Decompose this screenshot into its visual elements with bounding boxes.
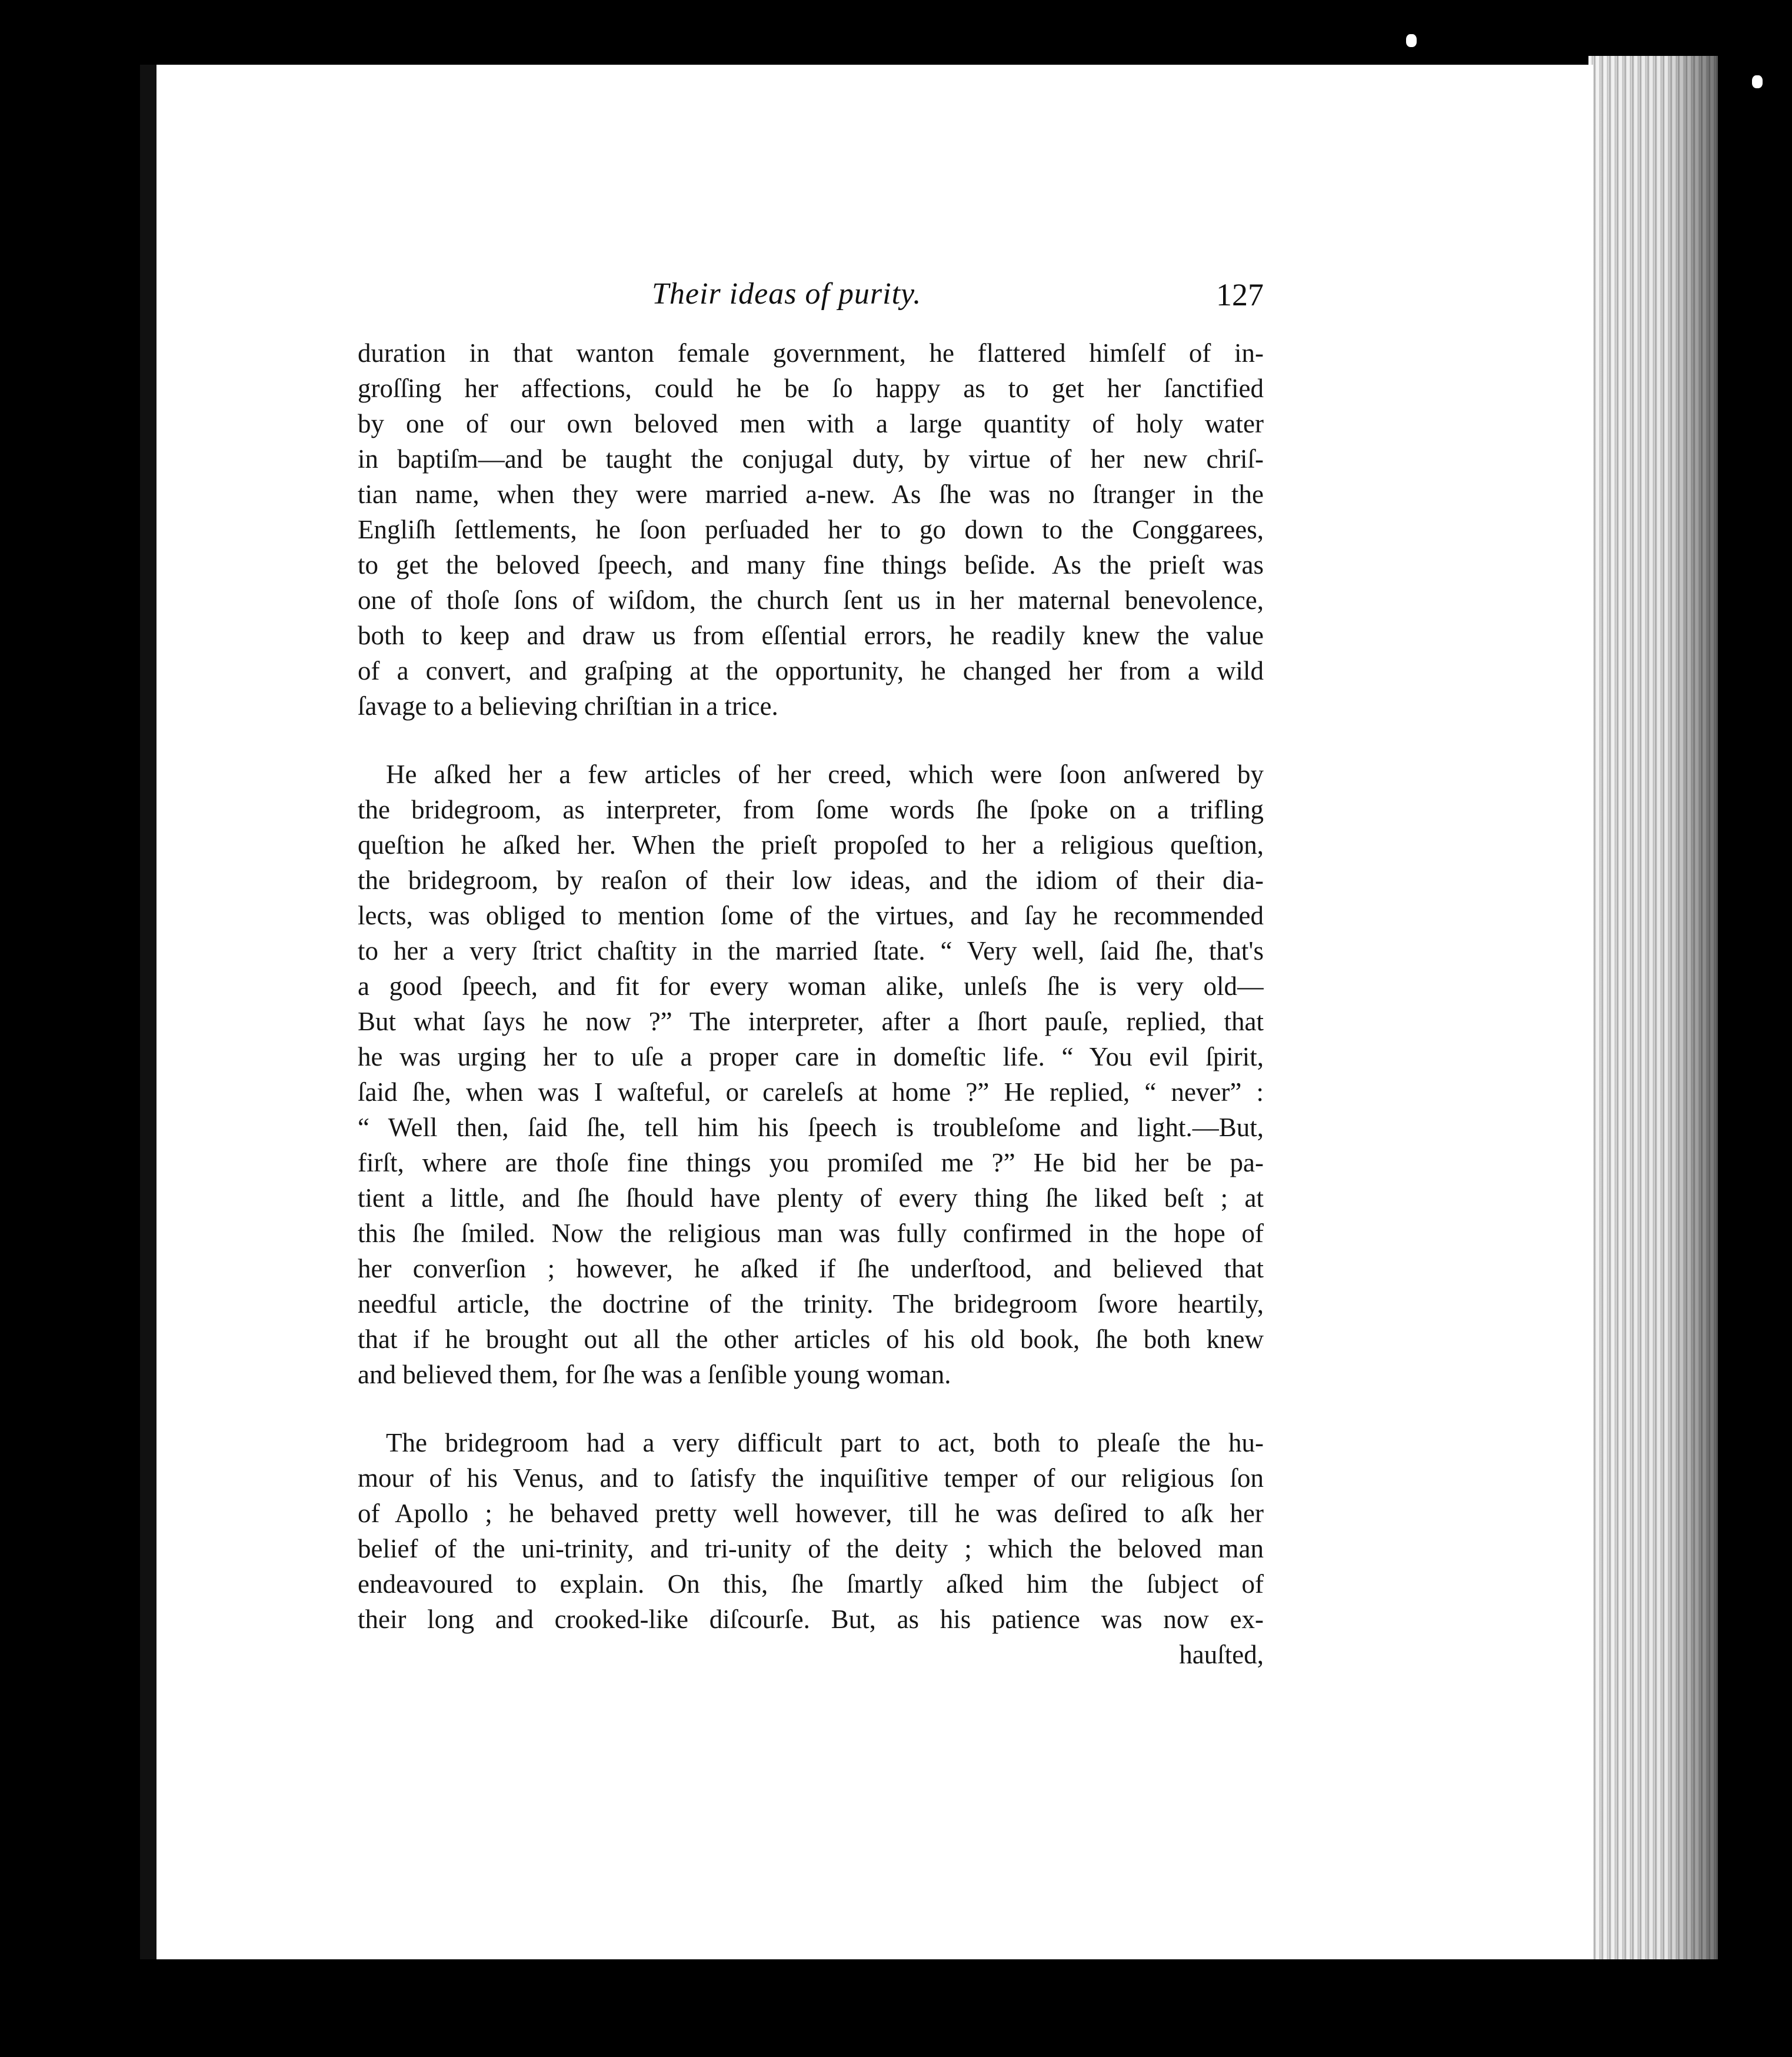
text-line: He aſked her a few articles of her creed, which were ſoon anſwered by xyxy=(386,760,1264,789)
text-line: The bridegroom had a very difficult part to act, both to pleaſe the hu- xyxy=(386,1428,1264,1457)
running-header xyxy=(358,277,1264,324)
text-line: he was urging her to uſe a proper care in domeſtic life. “ You evil ſpirit, xyxy=(358,1042,1264,1071)
page-number: 127 xyxy=(1216,277,1264,312)
text-line: this ſhe ſmiled. Now the religious man was fully confirmed in the hope of xyxy=(358,1219,1264,1248)
text-line: tient a little, and ſhe ſhould have plenty of every thing ſhe liked beſt ; at xyxy=(358,1183,1264,1213)
text-line: endeavoured to explain. On this, ſhe ſmartly aſked him the ſubject of xyxy=(358,1569,1264,1599)
text-line: “ Well then, ſaid ſhe, tell him his ſpeech is troubleſome and light.—But, xyxy=(358,1113,1264,1142)
text-line: Engliſh ſettlements, he ſoon perſuaded her to go down to the Conggarees, xyxy=(358,515,1264,544)
text-line: the bridegroom, as interpreter, from ſome words ſhe ſpoke on a trifling xyxy=(358,795,1264,824)
text-line: But what ſays he now ?” The interpreter, after a ſhort pauſe, replied, that xyxy=(358,1007,1264,1036)
text-line: to her a very ſtrict chaſtity in the married ſtate. “ Very well, ſaid ſhe, that's xyxy=(358,936,1264,966)
text-line: their long and crooked-like diſcourſe. But, as his patience was now ex- xyxy=(358,1605,1264,1634)
text-line: that if he brought out all the other articles of his old book, ſhe both knew xyxy=(358,1324,1264,1354)
text-line: of a convert, and graſping at the opportunity, he changed her from a wild xyxy=(358,656,1264,685)
text-line: of Apollo ; he behaved pretty well however, till he was deſired to aſk her xyxy=(358,1499,1264,1528)
text-line: groſſing her affections, could he be ſo happy as to get her ſanctified xyxy=(358,374,1264,403)
text-line: both to keep and draw us from eſſential errors, he readily knew the value xyxy=(358,621,1264,650)
text-line: to get the beloved ſpeech, and many fine things beſide. As the prieſt was xyxy=(358,550,1264,580)
text-line: ſavage to a believing chriſtian in a trice. xyxy=(358,691,778,721)
page-gutter xyxy=(140,65,156,1959)
text-line: by one of our own beloved men with a large quantity of holy water xyxy=(358,409,1264,438)
text-line: belief of the uni-trinity, and tri-unity of the deity ; which the beloved man xyxy=(358,1534,1264,1563)
scan-mark-right xyxy=(1752,75,1763,88)
paragraph xyxy=(358,1425,1264,1637)
text-line: tian name, when they were married a-new. As ſhe was no ſtranger in the xyxy=(358,480,1264,509)
text-line: ſaid ſhe, when was I waſteful, or careleſs at home ?” He replied, “ never” : xyxy=(358,1077,1264,1107)
text-line: firſt, where are thoſe fine things you promiſed me ?” He bid her be pa- xyxy=(358,1148,1264,1177)
text-line: one of thoſe ſons of wiſdom, the church ſent us in her maternal benevolence, xyxy=(358,585,1264,615)
text-line: and believed them, for ſhe was a ſenſible young woman. xyxy=(358,1360,951,1389)
text-line: mour of his Venus, and to ſatisfy the inquiſitive temper of our religious ſon xyxy=(358,1463,1264,1493)
catchword: hauſted, xyxy=(1179,1640,1264,1669)
text-line: in baptiſm—and be taught the conjugal duty, by virtue of her new chriſ- xyxy=(358,444,1264,474)
scan-mark-top xyxy=(1406,34,1417,47)
text-line: a good ſpeech, and fit for every woman alike, unleſs ſhe is very old— xyxy=(358,971,1264,1001)
paragraph xyxy=(358,335,1264,724)
running-head: Their ideas of purity. xyxy=(652,277,922,311)
text-line: lects, was obliged to mention ſome of the virtues, and ſay he recommended xyxy=(358,901,1264,930)
text-line: duration in that wanton female government, he flattered himſelf of in- xyxy=(358,338,1264,368)
text-line: the bridegroom, by reaſon of their low ideas, and the idiom of their dia- xyxy=(358,866,1264,895)
page-edges xyxy=(1588,56,1718,1959)
text-line: needful article, the doctrine of the trinity. The bridegroom ſwore heartily, xyxy=(358,1289,1264,1319)
text-line: queſtion he aſked her. When the prieſt propoſed to her a religious queſtion, xyxy=(358,830,1264,860)
paragraph xyxy=(358,757,1264,1392)
text-line: her converſion ; however, he aſked if ſhe underſtood, and believed that xyxy=(358,1254,1264,1283)
body-text xyxy=(358,335,1264,1672)
